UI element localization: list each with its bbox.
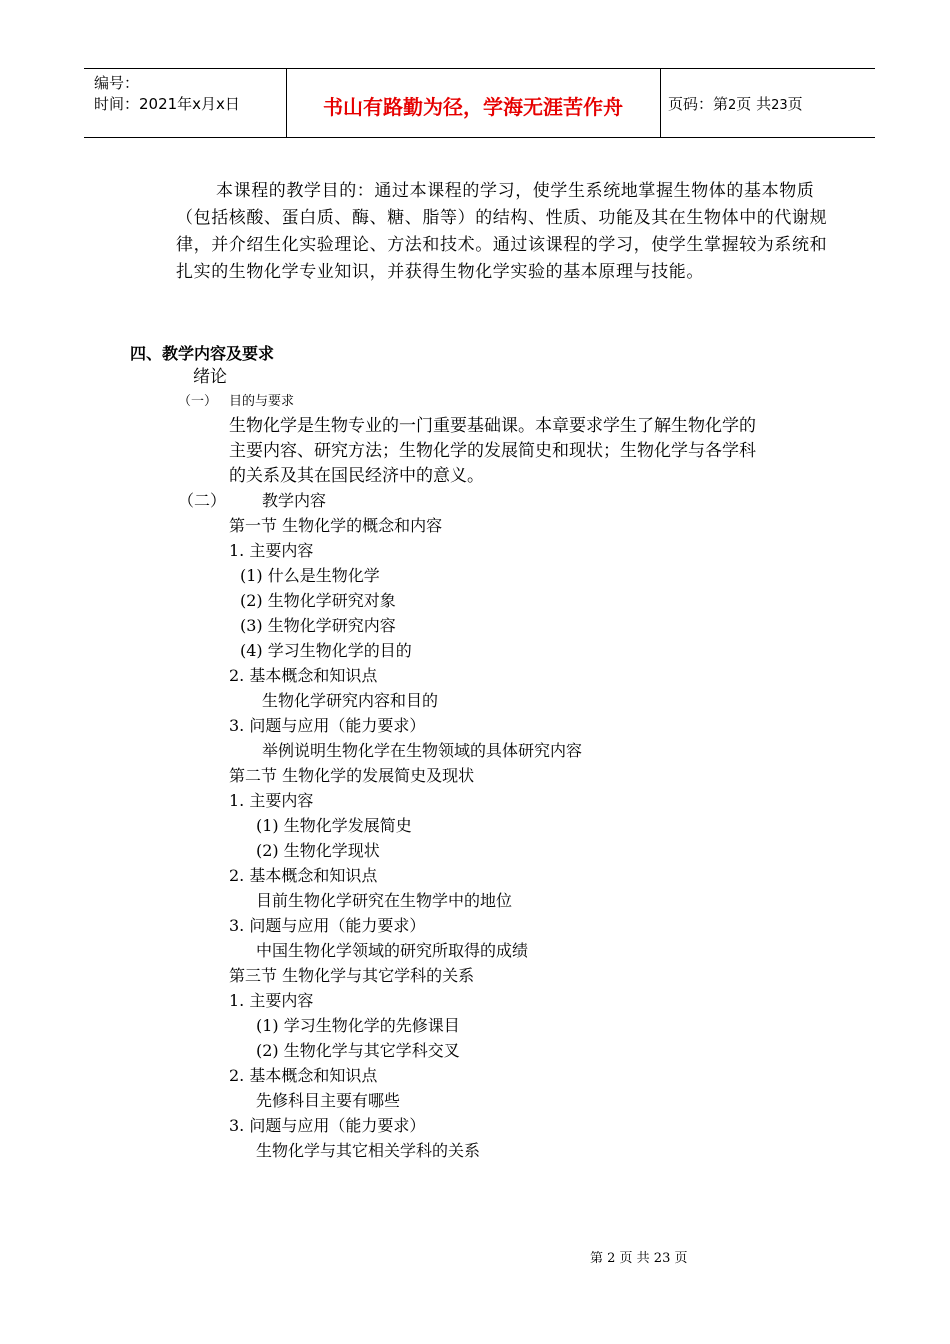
serial-label: 编号：	[94, 74, 140, 92]
intro-text: 本课程的教学目的：通过本课程的学习，使学生系统地掌握生物体的基本物质（包括核酸、蛋白质、酶、糖、脂等）的结构、性质、功能及其在生物体中的代谢规律，并介绍生化实验理论、方法和技术。通过该课程的学习，使学生掌握较为系统和扎实的生物化学专业知识，并获得生物化学实验的基本原理与技能。	[176, 181, 828, 282]
list-item: 3. 问题与应用（能力要求）	[229, 716, 426, 735]
list-item: (2) 生物化学现状	[256, 841, 380, 860]
header-meta	[94, 73, 240, 115]
list-item: 1. 主要内容	[229, 541, 314, 560]
part1-number: （一）	[178, 394, 218, 409]
part1-body-line: 的关系及其在国民经济中的意义。	[229, 466, 484, 486]
page-total: 23	[771, 98, 788, 113]
header-page-info	[668, 93, 803, 114]
list-item: 2. 基本概念和知识点	[229, 666, 378, 685]
list-item: 先修科目主要有哪些	[256, 1091, 401, 1110]
list-item: 生物化学研究内容和目的	[262, 691, 439, 710]
part2-number: （二）	[178, 491, 227, 510]
intro-paragraph	[176, 178, 844, 286]
list-item: (4) 学习生物化学的目的	[240, 641, 412, 660]
header-motto: 书山有路勤为径，学海无涯苦作舟	[323, 95, 623, 119]
list-item: 生物化学与其它相关学科的关系	[256, 1141, 481, 1160]
list-item: 举例说明生物化学在生物领域的具体研究内容	[262, 741, 583, 760]
page-number: 2	[728, 98, 737, 113]
section-title: 第三节 生物化学与其它学科的关系	[229, 966, 475, 985]
header-divider	[660, 69, 661, 137]
list-item: (3) 生物化学研究内容	[240, 616, 396, 635]
page-label: 页码：第	[668, 95, 729, 113]
list-item: (1) 学习生物化学的先修课目	[256, 1016, 460, 1035]
page-footer: 第 2 页 共 23 页	[590, 1251, 688, 1266]
list-item: (2) 生物化学与其它学科交叉	[256, 1041, 460, 1060]
list-item: 1. 主要内容	[229, 991, 314, 1010]
list-item: (1) 生物化学发展简史	[256, 816, 412, 835]
section-heading: 四、教学内容及要求	[130, 344, 275, 363]
list-item: 3. 问题与应用（能力要求）	[229, 1116, 426, 1135]
list-item: 2. 基本概念和知识点	[229, 866, 378, 885]
part1-body-line: 生物化学是生物专业的一门重要基础课。本章要求学生了解生物化学的	[229, 416, 756, 436]
list-item: 目前生物化学研究在生物学中的地位	[256, 891, 513, 910]
list-item: 3. 问题与应用（能力要求）	[229, 916, 426, 935]
list-item: (2) 生物化学研究对象	[240, 591, 396, 610]
date-label: 时间：2021年x月x日	[94, 95, 240, 113]
part1-title: 目的与要求	[229, 394, 295, 409]
part1-body-line: 主要内容、研究方法；生物化学的发展简史和现状；生物化学与各学科	[229, 441, 756, 461]
page-end: 页	[787, 95, 803, 113]
part2-title: 教学内容	[262, 491, 327, 510]
list-item: (1) 什么是生物化学	[240, 566, 380, 585]
list-item: 中国生物化学领域的研究所取得的成绩	[256, 941, 529, 960]
list-item: 2. 基本概念和知识点	[229, 1066, 378, 1085]
chapter-title: 绪论	[193, 367, 227, 387]
list-item: 1. 主要内容	[229, 791, 314, 810]
section-title: 第二节 生物化学的发展简史及现状	[229, 766, 475, 785]
page-mid: 页 共	[736, 95, 772, 113]
section-title: 第一节 生物化学的概念和内容	[229, 516, 443, 535]
header-table	[84, 68, 875, 138]
